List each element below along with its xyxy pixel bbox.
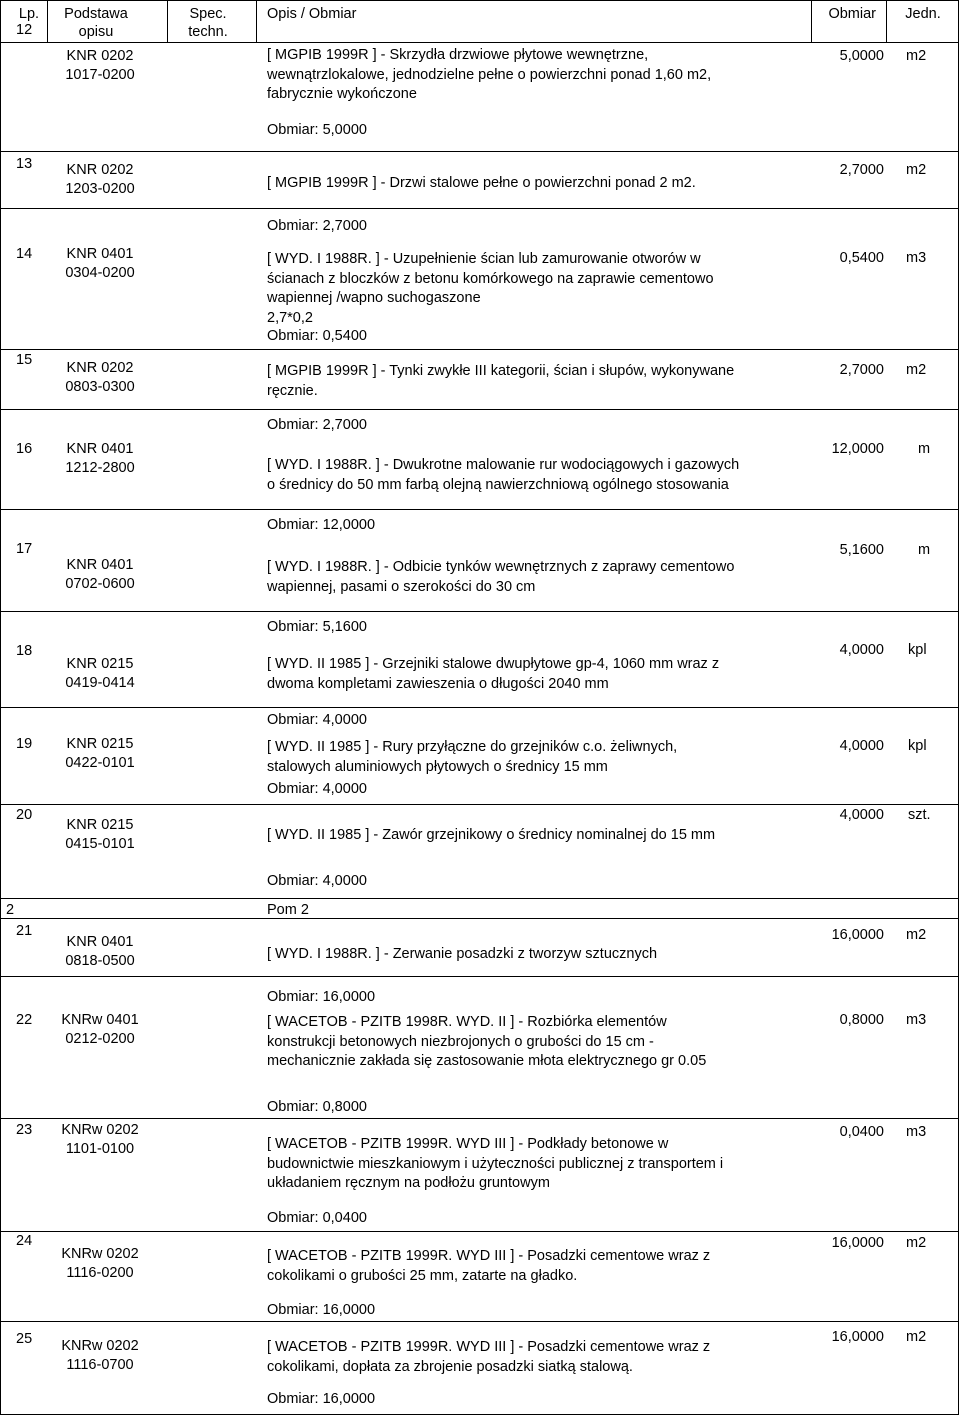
header-basis-line2: opisu (78, 24, 114, 40)
measurement-line: Obmiar: 0,0400 (267, 1210, 367, 1226)
basis-code-detail: 0304-0200 (65, 265, 135, 281)
description-line: układaniem ręcznym na podłożu gruntowym (267, 1175, 550, 1191)
header-description: Opis / Obmiar (267, 6, 357, 22)
header-divider (47, 0, 48, 42)
description-line: cokolikami, dopłata za zbrojenie posadzki siatką stalową. (267, 1358, 633, 1375)
description-line: 2,7*0,2 (267, 309, 313, 326)
item-number: 18 (16, 643, 33, 659)
basis-code: KNR 0202 (66, 48, 134, 64)
item-number: 21 (16, 923, 33, 939)
description-line: [ WYD. II 1985 ] - Grzejniki stalowe dwupłytowe gp-4, 1060 mm wraz z (267, 656, 720, 672)
unit-value: m (918, 441, 931, 457)
row-border (0, 918, 959, 919)
row-border (0, 1414, 959, 1415)
row-border (0, 509, 959, 510)
description-line: [ WYD. I 1988R. ] - Zerwanie posadzki z tworzyw sztucznych (267, 946, 658, 962)
item-number: 17 (16, 541, 33, 557)
description-line: cokolikami o grubości 25 mm, zatarte na gładko. (267, 1267, 578, 1284)
description-line: [ WACETOB - PZITB 1999R. WYD III ] - Posadzki cementowe wraz z (267, 1339, 711, 1355)
description-line: [ WACETOB - PZITB 1999R. WYD III ] - Posadzki cementowe wraz z (267, 1248, 711, 1264)
header-unit: Jedn. (905, 6, 941, 22)
measurement-line: Obmiar: 0,5400 (267, 328, 367, 344)
item-number: 24 (16, 1233, 33, 1249)
basis-code: KNR 0401 (66, 934, 134, 950)
basis-code-detail: 1116-0700 (66, 1357, 134, 1373)
item-description (267, 1013, 706, 1072)
quantity-value: 12,0000 (831, 441, 884, 457)
table-edge (0, 0, 1, 1415)
description-line: o średnicy do 50 mm farbą olejną nawierzchniową ogólnego stosowania (267, 476, 729, 493)
basis-code: KNR 0215 (66, 656, 134, 672)
item-number: 20 (16, 807, 33, 823)
item-description (267, 738, 677, 777)
header-divider (886, 0, 887, 42)
unit-value: m3 (906, 1124, 927, 1140)
basis-code-detail: 1212-2800 (65, 460, 135, 476)
description-line: [ WYD. II 1985 ] - Zawór grzejnikowy o średnicy nominalnej do 15 mm (267, 827, 716, 843)
unit-value: m2 (906, 1235, 927, 1251)
measurement-line: Obmiar: 16,0000 (267, 989, 376, 1005)
description-line: mechanicznie zakłada się zastosowanie młota elektrycznego gr 0.05 (267, 1053, 707, 1069)
description-line: [ WYD. I 1988R. ] - Dwukrotne malowanie rur wodociągowych i gazowych (267, 457, 740, 473)
measurement-line: Obmiar: 16,0000 (267, 1391, 376, 1407)
quantity-value: 5,0000 (839, 48, 884, 64)
basis-code-detail: 0702-0600 (65, 576, 135, 592)
header-divider (167, 0, 168, 42)
basis-code-detail: 0419-0414 (65, 675, 135, 691)
item-description (267, 174, 696, 194)
unit-value: m2 (906, 927, 927, 943)
measurement-line: Obmiar: 4,0000 (267, 873, 367, 889)
quantity-value: 0,5400 (839, 250, 884, 266)
measurement-line: Obmiar: 16,0000 (267, 1302, 376, 1318)
description-line: [ MGPIB 1999R ] - Tynki zwykłe III kategorii, ścian i słupów, wykonywane (267, 363, 735, 379)
quantity-value: 16,0000 (831, 1235, 884, 1251)
row-border (0, 1118, 959, 1119)
basis-code: KNR 0202 (66, 162, 134, 178)
description-line: budownictwie mieszkaniowym i użyteczności publicznej z transportem i (267, 1155, 724, 1172)
unit-value: m (918, 542, 931, 558)
row-border (0, 707, 959, 708)
description-line: wewnątrzlokalowe, jednodzielne pełne o powierzchni ponad 1,60 m2, (267, 66, 712, 83)
row-border (0, 976, 959, 977)
basis-code-detail: 1101-0100 (65, 1141, 135, 1157)
item-description (267, 945, 657, 965)
description-line: ścianach z bloczków z betonu komórkowego na zaprawie cementowo (267, 270, 714, 287)
item-number: 12 (16, 22, 33, 38)
quantity-value: 16,0000 (831, 1329, 884, 1345)
header-spec-line1: Spec. (189, 6, 227, 22)
row-border (0, 0, 959, 1)
row-border (0, 409, 959, 410)
item-description (267, 1338, 710, 1377)
basis-code-detail: 0803-0300 (65, 379, 135, 395)
basis-code: KNRw 0401 (61, 1012, 139, 1028)
item-number: 22 (16, 1012, 33, 1028)
basis-code: KNR 0202 (66, 360, 134, 376)
row-border (0, 1321, 959, 1322)
description-line: stalowych aluminiowych płytowych o średnicy 15 mm (267, 758, 608, 775)
item-description (267, 46, 711, 105)
item-description (267, 558, 734, 597)
basis-code-detail: 0818-0500 (65, 953, 135, 969)
row-border (0, 898, 959, 899)
description-line: [ WYD. I 1988R. ] - Odbicie tynków wewnętrznych z zaprawy cementowo (267, 559, 735, 575)
quantity-value: 2,7000 (839, 362, 884, 378)
basis-code: KNR 0215 (66, 817, 134, 833)
unit-value: kpl (908, 738, 927, 754)
description-line: [ WYD. I 1988R. ] - Uzupełnienie ścian lub zamurowanie otworów w (267, 251, 701, 267)
description-line: [ WACETOB - PZITB 1998R. WYD. II ] - Rozbiórka elementów (267, 1014, 667, 1030)
description-line: [ WACETOB - PZITB 1999R. WYD III ] - Podkłady betonowe w (267, 1136, 669, 1152)
quantity-value: 4,0000 (839, 738, 884, 754)
description-line: [ MGPIB 1999R ] - Drzwi stalowe pełne o powierzchni ponad 2 m2. (267, 175, 696, 191)
measurement-line: Obmiar: 2,7000 (267, 218, 367, 234)
row-border (0, 151, 959, 152)
item-description (267, 826, 715, 846)
header-divider (811, 0, 812, 42)
basis-code-detail: 0212-0200 (65, 1031, 135, 1047)
item-description (267, 1135, 723, 1194)
row-border (0, 208, 959, 209)
item-number: 15 (16, 352, 33, 368)
measurement-line: Obmiar: 2,7000 (267, 417, 367, 433)
section-name: Pom 2 (267, 902, 309, 918)
item-number: 16 (16, 441, 33, 457)
row-border (0, 1231, 959, 1232)
quantity-value: 0,8000 (839, 1012, 884, 1028)
basis-code: KNRw 0202 (61, 1338, 139, 1354)
basis-code: KNR 0401 (66, 246, 134, 262)
measurement-line: Obmiar: 12,0000 (267, 517, 376, 533)
header-basis-line1: Podstawa (64, 6, 128, 22)
row-border (0, 611, 959, 612)
description-line: [ MGPIB 1999R ] - Skrzydła drzwiowe płytowe wewnętrzne, (267, 47, 649, 63)
table-edge (958, 0, 959, 1415)
unit-value: m3 (906, 250, 927, 266)
unit-value: m2 (906, 162, 927, 178)
basis-code: KNRw 0202 (61, 1122, 139, 1138)
quantity-value: 4,0000 (839, 642, 884, 658)
row-border (0, 349, 959, 350)
header-quantity: Obmiar (828, 6, 876, 22)
header-divider (256, 0, 257, 42)
item-description (267, 362, 734, 401)
item-number: 25 (16, 1331, 33, 1347)
description-line: fabrycznie wykończone (267, 86, 417, 102)
description-line: ręcznie. (267, 382, 318, 399)
description-line: dwoma kompletami zawieszenia o długości 2040 mm (267, 675, 609, 692)
measurement-line: Obmiar: 0,8000 (267, 1099, 367, 1115)
measurement-line: Obmiar: 4,0000 (267, 781, 367, 797)
quantity-value: 16,0000 (831, 927, 884, 943)
item-number: 19 (16, 736, 33, 752)
quantity-value: 2,7000 (839, 162, 884, 178)
unit-value: m2 (906, 48, 927, 64)
unit-value: m2 (906, 1329, 927, 1345)
basis-code: KNR 0215 (66, 736, 134, 752)
basis-code-detail: 1203-0200 (65, 181, 135, 197)
basis-code-detail: 1017-0200 (65, 67, 135, 83)
basis-code: KNRw 0202 (61, 1246, 139, 1262)
unit-value: szt. (908, 807, 931, 823)
item-description (267, 1247, 710, 1286)
item-number: 14 (16, 246, 33, 262)
basis-code-detail: 0422-0101 (65, 755, 135, 771)
unit-value: kpl (908, 642, 927, 658)
row-border (0, 42, 959, 43)
row-border (0, 804, 959, 805)
header-spec-line2: techn. (188, 24, 228, 40)
unit-value: m2 (906, 362, 927, 378)
description-line: konstrukcji betonowych niezbrojonych o grubości do 15 cm - (267, 1033, 654, 1050)
quantity-value: 5,1600 (839, 542, 884, 558)
basis-code: KNR 0401 (66, 441, 134, 457)
basis-code-detail: 0415-0101 (65, 836, 135, 852)
item-number: 23 (16, 1122, 33, 1138)
basis-code: KNR 0401 (66, 557, 134, 573)
item-number: 13 (16, 156, 33, 172)
header-lp: Lp. (18, 6, 40, 22)
description-line: wapiennej /wapno suchogaszone (267, 290, 481, 306)
section-number: 2 (6, 902, 15, 918)
item-description (267, 456, 739, 495)
description-line: wapiennej, pasami o szerokości do 30 cm (267, 578, 536, 595)
item-description (267, 250, 714, 328)
measurement-line: Obmiar: 4,0000 (267, 712, 367, 728)
item-description (267, 655, 719, 694)
measurement-line: Obmiar: 5,1600 (267, 619, 367, 635)
unit-value: m3 (906, 1012, 927, 1028)
description-line: [ WYD. II 1985 ] - Rury przyłączne do grzejników c.o. żeliwnych, (267, 739, 678, 755)
basis-code-detail: 1116-0200 (66, 1265, 134, 1281)
quantity-value: 4,0000 (839, 807, 884, 823)
quantity-value: 0,0400 (839, 1124, 884, 1140)
measurement-line: Obmiar: 5,0000 (267, 122, 367, 138)
